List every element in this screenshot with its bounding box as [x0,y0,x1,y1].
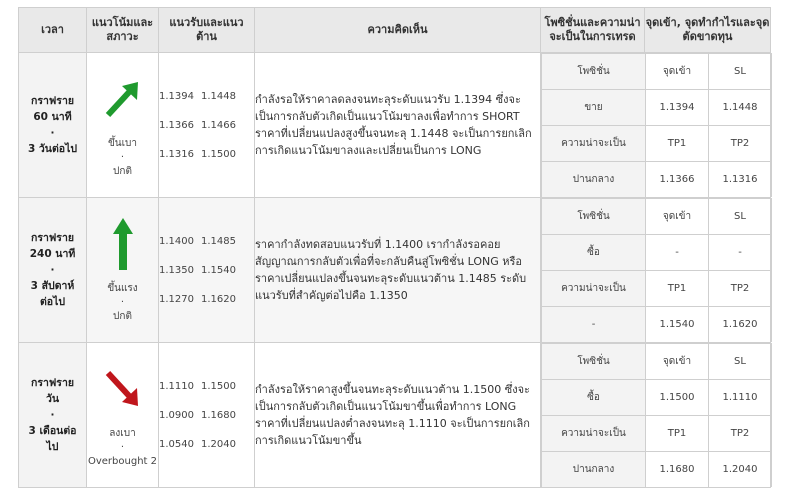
trade-grid-row [542,199,772,235]
timeframe-line: · [50,409,55,421]
table-row [19,53,771,198]
trade-grid-cell-value: 1.1448 [709,90,772,126]
trade-grid-cell-value: TP1 [646,126,709,162]
resistance-value: 1.1466 [201,119,236,131]
sr-pair [159,227,254,256]
timeframe-line: กราฟราย [30,232,74,244]
trade-grid-cell-value: 1.1680 [646,452,709,488]
trade-grid-cell-value: ขาย [542,90,646,126]
trade-grid-cell-value: 1.1620 [709,307,772,343]
trade-grid-cell-value: จุดเข้า [646,54,709,90]
trade-grid-cell-value: 1.1500 [646,380,709,416]
trade-grid-row [542,271,772,307]
trade-grid-cell-value: 1.1394 [646,90,709,126]
support-value: 1.0900 [159,409,194,421]
trade-grid-cell-value: 1.1540 [646,307,709,343]
timeframe-line: ต่อไป [39,296,66,308]
trade-grid-row [542,452,772,488]
support-resistance-cell [159,53,255,198]
analysis-table [18,7,771,488]
support-value: 1.1366 [159,119,194,131]
trade-grid-cell-value: TP1 [646,271,709,307]
header-position: โพซิชั่นและความน่าจะเป็นในการเทรด [541,8,645,53]
trade-grid-cell-value: TP1 [646,416,709,452]
trend-label: ปกติ [113,166,132,177]
trade-grid-cell-value: ความน่าจะเป็น [542,271,646,307]
trade-grid [541,198,772,342]
trend-label: · [120,442,125,453]
resistance-value: 1.1680 [201,409,236,421]
trade-grid-cell-value: 1.1110 [709,380,772,416]
trend-label: ขึ้นแรง [107,283,138,294]
timeframe-line: · [50,127,55,139]
trade-grid-cell-value: ความน่าจะเป็น [542,126,646,162]
table-row [19,343,771,488]
resistance-value: 1.1620 [201,293,236,305]
trade-grid-row [542,235,772,271]
up-arrow-icon [87,216,158,272]
table-row [19,198,771,343]
timeframe-line: กราฟราย [30,95,74,107]
header-comment: ความคิดเห็น [255,8,541,53]
support-resistance-cell [159,343,255,488]
trade-grid-row [542,90,772,126]
trade-grid-cell-value: ปานกลาง [542,452,646,488]
trade-grid-cell-value: 1.1316 [709,162,772,198]
header-row [19,8,771,53]
trade-grid-cell-value: จุดเข้า [646,344,709,380]
timeframe-line: 3 เดือนต่อ [28,425,77,437]
trend-label: · [120,152,125,163]
trade-grid-cell-value: ความน่าจะเป็น [542,416,646,452]
support-value: 1.1400 [159,235,194,247]
support-value: 1.1270 [159,293,194,305]
timeframe-cell [19,53,87,198]
trade-grid-cell-value: 1.1366 [646,162,709,198]
trade-grid-cell-value: โพซิชั่น [542,344,646,380]
trade-grid-cell-value: - [709,235,772,271]
trend-cell [87,343,159,488]
sr-pair [159,401,254,430]
trade-grid-cell-value: ซื้อ [542,380,646,416]
timeframe-line: กราฟราย [30,377,74,389]
trade-grid-row [542,54,772,90]
support-value: 1.1394 [159,90,194,102]
sr-pair [159,140,254,169]
resistance-value: 1.1540 [201,264,236,276]
trade-grid-cell-value: จุดเข้า [646,199,709,235]
trend-label: ขึ้นเบา [107,138,138,149]
timeframe-cell [19,343,87,488]
trade-grid-row [542,307,772,343]
trade-grid-cell [541,53,771,198]
trade-grid-row [542,344,772,380]
comment-cell: กำลังรอให้ราคาลดลงจนทะลุระดับแนวรับ 1.1394 ซึ่งจะเป็นการกลับตัวเกิดเป็นแนวโน้มขาลงเพื่อทำการ SHORT ราคาที่เปลี่ยนแปลงสูงขึ้นจนทะลุ 1.1448 จะเป็นการยกเลิกการเกิดแนวโน้มขาลงและเปลี่ยนเป็นการ LONG [255,53,541,198]
resistance-value: 1.1448 [201,90,236,102]
trade-grid-cell-value: TP2 [709,416,772,452]
timeframe-cell [19,198,87,343]
timeframe-line: 3 สัปดาห์ [30,280,75,292]
sr-pair [159,111,254,140]
trade-grid-cell-value: SL [709,54,772,90]
comment-cell: กำลังรอให้ราคาสูงขึ้นจนทะลุระดับแนวต้าน 1.1500 ซึ่งจะเป็นการกลับตัวเกิดเป็นแนวโน้มขาขึ้นเพื่อทำการ LONG ราคาที่เปลี่ยนแปลงต่ำลงจนทะลุ 1.1110 จะเป็นการยกเลิกการเกิดแนวโน้มขาขึ้น [255,343,541,488]
trade-grid-row [542,162,772,198]
trade-grid-cell-value: ปานกลาง [542,162,646,198]
comment-cell: ราคากำลังทดสอบแนวรับที่ 1.1400 เรากำลังรอคอยสัญญาณการกลับตัวเพื่อที่จะกลับคืนสู่โพซิชั่น LONG หรือราคาเปลี่ยนแปลงขึ้นจนทะลุระดับแนวต้าน 1.1485 ระดับแนวรับที่สำคัญต่อไปคือ 1.1350 [255,198,541,343]
up-right-arrow-icon [87,71,158,127]
resistance-value: 1.2040 [201,438,236,450]
trend-label: · [120,297,125,308]
trade-grid-row [542,416,772,452]
trade-grid-cell-value: ซื้อ [542,235,646,271]
table-body [19,53,771,488]
support-value: 1.0540 [159,438,194,450]
trend-cell [87,53,159,198]
trend-label: ลงเบา [109,428,136,439]
trend-cell [87,198,159,343]
sr-pair [159,82,254,111]
trade-grid-row [542,126,772,162]
header-time: เวลา [19,8,87,53]
trade-grid-cell [541,198,771,343]
resistance-value: 1.1485 [201,235,236,247]
trade-grid-cell-value: 1.2040 [709,452,772,488]
trade-grid-cell-value: TP2 [709,126,772,162]
trade-grid-cell-value: SL [709,199,772,235]
trade-grid-row [542,380,772,416]
sr-pair [159,256,254,285]
trade-grid-cell-value: โพซิชั่น [542,54,646,90]
support-value: 1.1110 [159,380,194,392]
support-value: 1.1350 [159,264,194,276]
header-support-resistance: แนวรับและแนวต้าน [159,8,255,53]
trend-label: Overbought 2 [87,456,157,467]
trade-grid [541,343,772,487]
down-right-arrow-icon [87,361,158,417]
timeframe-line: · [50,264,55,276]
trade-grid [541,53,772,197]
trade-grid-cell-value: TP2 [709,271,772,307]
header-trend: แนวโน้มและสภาวะ [87,8,159,53]
timeframe-line: 240 นาที [29,248,76,260]
support-resistance-cell [159,198,255,343]
timeframe-line: 60 นาที [33,111,72,123]
sr-pair [159,372,254,401]
trade-grid-cell-value: SL [709,344,772,380]
support-value: 1.1316 [159,148,194,160]
timeframe-line: วัน [45,393,60,405]
sr-pair [159,285,254,314]
trade-grid-cell-value: - [542,307,646,343]
trade-grid-cell-value: - [646,235,709,271]
timeframe-line: 3 วันต่อไป [27,143,78,155]
header-entry: จุดเข้า, จุดทำกำไรและจุดตัดขาดทุน [645,8,771,53]
resistance-value: 1.1500 [201,148,236,160]
trade-grid-cell [541,343,771,488]
trend-label: ปกติ [113,311,132,322]
trade-grid-cell-value: โพซิชั่น [542,199,646,235]
resistance-value: 1.1500 [201,380,236,392]
sr-pair [159,430,254,459]
timeframe-line: ไป [46,441,59,453]
